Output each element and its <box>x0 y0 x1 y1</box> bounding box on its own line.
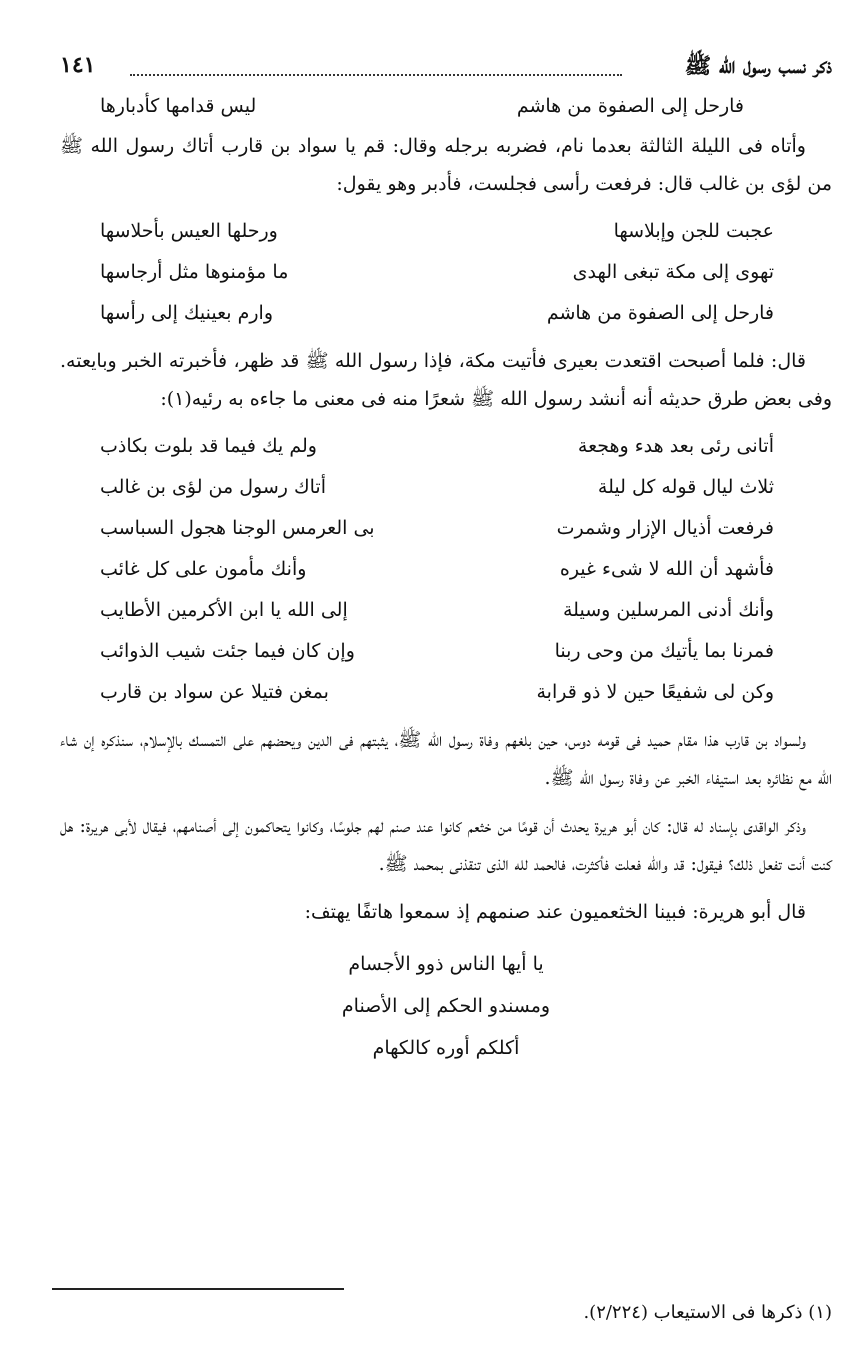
verse-second-hemistich: ليس قدامها كأدبارها <box>100 95 257 117</box>
verse-second-hemistich: بمغن فتيلا عن سواد بن قارب <box>100 681 329 703</box>
verse-second-hemistich: وارم بعينيك إلى رأسها <box>100 302 274 324</box>
poem-line <box>90 590 792 631</box>
paragraph-3: ولسواد بن قارب هذا مقام حميد فى قومه دوس، حين بلغهم وفاة رسول الله ﷺ، يثبتهم فى الدين ويحضهم على التمسك بالإسلام، سنذكره إن شاء الله مع نظائره بعد استيفاء الخبر عن وفاة رسول الله ﷺ. <box>60 729 832 789</box>
paragraph-5: قال أبو هريرة: فبينا الخثعميون عند صنمهم إذ سمعوا هاتفًا يهتف: <box>304 901 806 923</box>
poem-3 <box>60 943 832 1069</box>
poem-2 <box>60 426 832 713</box>
poem-line <box>90 631 792 672</box>
verse-first-hemistich: ثلاث ليال قوله كل ليلة <box>597 476 774 498</box>
poem-line <box>90 508 792 549</box>
verse-second-hemistich: ولم يك فيما قد بلوت بكاذب <box>100 435 317 457</box>
verse-first-hemistich: وأنك أدنى المرسلين وسيلة <box>563 599 774 621</box>
poem-line <box>90 252 792 293</box>
poem-line <box>90 211 792 252</box>
verse-first-hemistich: فرفعت أذيال الإزار وشمرت <box>556 517 774 539</box>
verse-first-hemistich: فأشهد أن الله لا شىء غيره <box>559 558 774 580</box>
verse-second-hemistich: ما مؤمنوها مثل أرجاسها <box>100 261 289 283</box>
poem-line <box>90 293 792 334</box>
verse-second-hemistich: ورحلها العيس بأحلاسها <box>100 220 278 242</box>
verse-top <box>60 86 832 127</box>
poem-1 <box>60 211 832 334</box>
verse-second-hemistich: وإن كان فيما جئت شيب الذوائب <box>100 640 355 662</box>
poem-line: أكلكم أوره كالكهام <box>372 1037 520 1059</box>
verse-first-hemistich: وكن لى شفيعًا حين لا ذو قرابة <box>536 681 774 703</box>
paragraph-4: وذكر الواقدى بإسناد له قال: كان أبو هريرة يحدث أن قومًا من خثعم كانوا عند صنم لهم جلوسًا، وكانوا يتحاكمون إلى أصنامهم، فيقال لأبى هريرة: هل كنت أنت تفعل ذلك؟ فيقول: قد والله فعلت فأكثرت، فالحمد لله الذى تنقذنى بمحمد ﷺ. <box>60 815 832 875</box>
verse-first-hemistich: فارحل إلى الصفوة من هاشم <box>516 95 744 117</box>
poem-line <box>90 467 792 508</box>
verse-second-hemistich: بى العرمس الوجنا هجول السباسب <box>100 517 375 539</box>
header-dot-leader <box>130 74 622 76</box>
verse-first-hemistich: أتانى رئى بعد هدء وهجعة <box>577 435 774 457</box>
poem-line <box>90 672 792 713</box>
poem-line: يا أيها الناس ذوو الأجسام <box>348 953 544 975</box>
poem-line <box>90 426 792 467</box>
verse-first-hemistich: فمرنا بما يأتيك من وحى ربنا <box>554 640 774 662</box>
footnote-rule <box>52 1288 344 1290</box>
verse-second-hemistich: وأنك مأمون على كل غائب <box>100 558 307 580</box>
verse-first-hemistich: عجبت للجن وإبلاسها <box>613 220 774 242</box>
verse-second-hemistich: إلى الله يا ابن الأكرمين الأطايب <box>100 599 348 621</box>
verse-second-hemistich: أتاك رسول من لؤى بن غالب <box>100 476 326 498</box>
paragraph-2: قال: فلما أصبحت اقتعدت بعيرى فأتيت مكة، فإذا رسول الله ﷺ قد ظهر، فأخبرته الخبر وبايعته. وفى بعض طرق حديثه أنه أنشد رسول الله ﷺ شعرًا منه فى معنى ما جاءه به رئيه(١): <box>60 350 832 410</box>
poem-line: ومسندو الحكم إلى الأصنام <box>341 995 551 1017</box>
verse-first-hemistich: تهوى إلى مكة تبغى الهدى <box>572 261 774 283</box>
header-title: ذكر نسب رسول الله ﷺ <box>684 53 832 79</box>
page-number: ١٤١ <box>60 52 96 78</box>
verse-first-hemistich: فارحل إلى الصفوة من هاشم <box>546 302 774 324</box>
running-header <box>60 40 832 86</box>
paragraph-1: وأتاه فى الليلة الثالثة بعدما نام، فضربه برجله وقال: قم يا سواد بن قارب أتاك رسول الله ﷺ من لؤى بن غالب قال: فرفعت رأسى فجلست، فأدبر وهو يقول: <box>60 135 832 195</box>
footnote: (١) ذكرها فى الاستيعاب (٢/٢٢٤). <box>583 1302 832 1323</box>
poem-line <box>90 549 792 590</box>
page <box>60 40 832 1077</box>
